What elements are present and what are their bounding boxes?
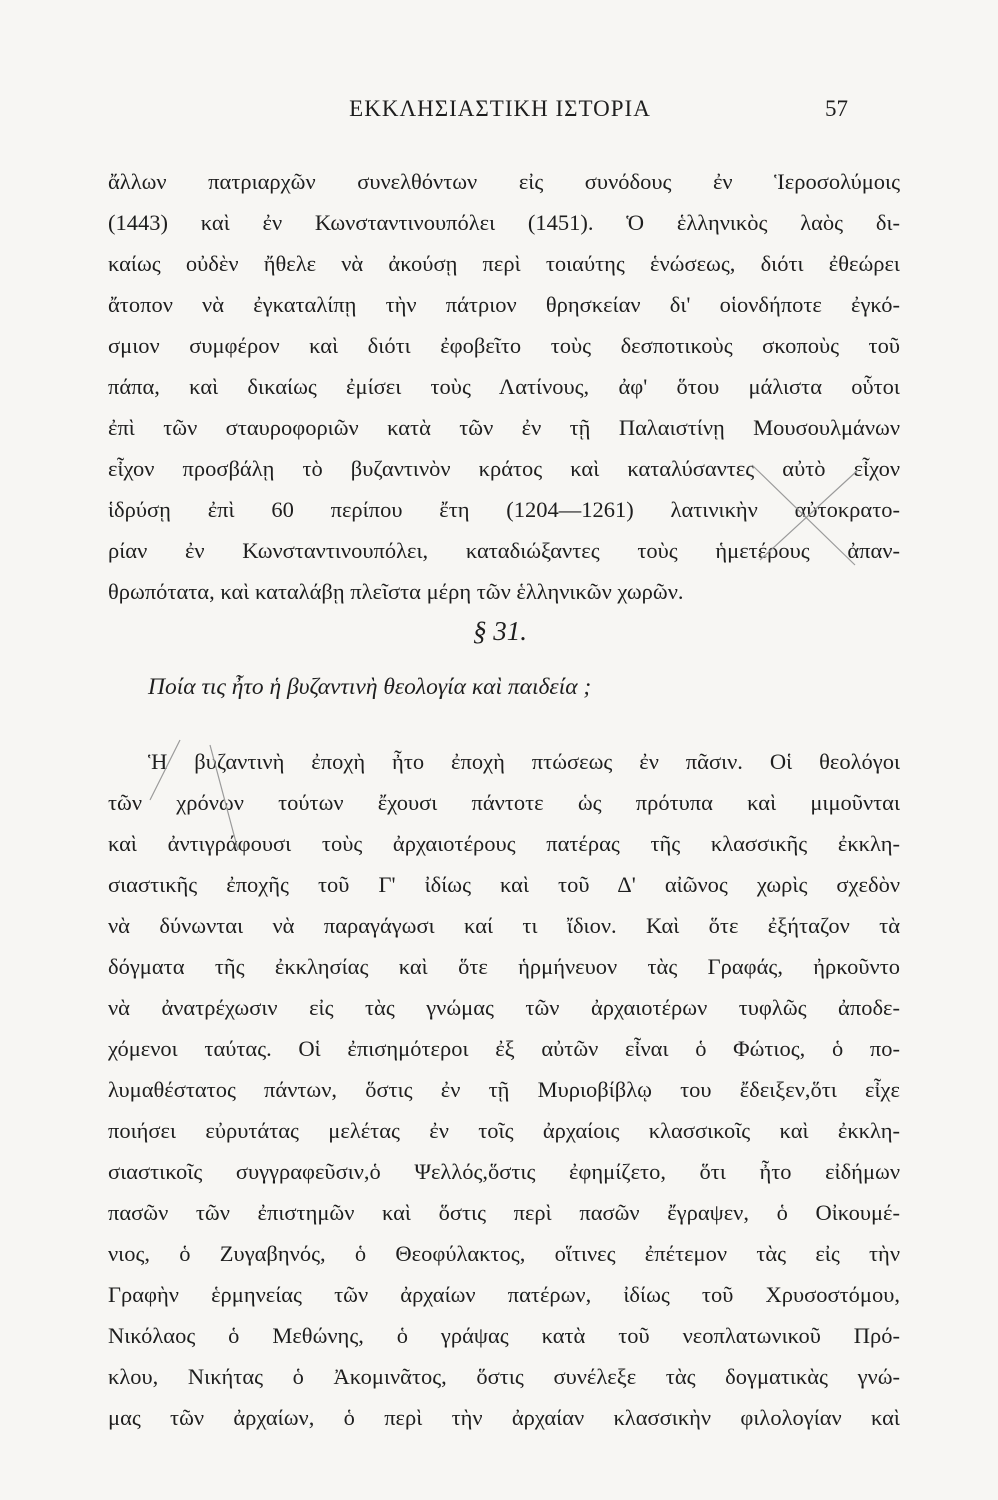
- text-line: Γραφὴν ἑρμηνείας τῶν ἀρχαίων πατέρων, ἰδίως τοῦ Χρυσοστόμου,: [108, 1282, 900, 1307]
- text-line: δόγματα τῆς ἐκκλησίας καὶ ὅτε ἡρμήνευον τὰς Γραφάς, ἠρκοῦντο: [108, 954, 900, 979]
- text-line: καίως οὐδὲν ἤθελε νὰ ἀκούσῃ περὶ τοιαύτης ἑνώσεως, διότι ἐθεώρει: [108, 251, 900, 276]
- text-line: πάπα, καὶ δικαίως ἐμίσει τοὺς Λατίνους, ἀφ' ὅτου μάλιστα οὗτοι: [108, 374, 900, 399]
- text-line: σιαστικοῖς συγγραφεῦσιν,ὁ Ψελλός,ὅστις ἐφημίζετο, ὅτι ἦτο εἰδήμων: [108, 1159, 900, 1184]
- section-number: § 31.: [473, 616, 527, 646]
- text-line: ἄτοπον νὰ ἐγκαταλίπῃ τὴν πάτριον θρησκείαν δι' οἱονδήποτε ἐγκό-: [108, 292, 900, 317]
- text-line: πασῶν τῶν ἐπιστημῶν καὶ ὅστις περὶ πασῶν ἔγραψεν, ὁ Οἰκουμέ-: [108, 1200, 900, 1225]
- text-line: χόμενοι ταύτας. Οἱ ἐπισημότεροι ἐξ αὐτῶν εἶναι ὁ Φώτιος, ὁ πο-: [108, 1036, 900, 1061]
- text-line: ἱδρύσῃ ἐπὶ 60 περίπου ἔτη (1204—1261) λατινικὴν αὐτοκρατο-: [108, 497, 900, 522]
- text-line: κλου, Νικήτας ὁ Ἀκομινᾶτος, ὅστις συνέλεξε τὰς δογματικὰς γνώ-: [108, 1364, 900, 1389]
- text-line: νὰ ἀνατρέχωσιν εἰς τὰς γνώμας τῶν ἀρχαιοτέρων τυφλῶς ἀποδε-: [108, 995, 900, 1020]
- running-head-title: ΕΚΚΛΗΣΙΑΣΤΙΚΗ ΙΣΤΟΡΙΑ: [349, 96, 651, 121]
- text-line: Ἡ βυζαντινὴ ἐποχὴ ἦτο ἐποχὴ πτώσεως ἐν πᾶσιν. Οἱ θεολόγοι: [148, 749, 900, 774]
- text-line: νιος, ὁ Ζυγαβηνός, ὁ Θεοφύλακτος, οἵτινες ἐπέτεμον τὰς εἰς τὴν: [108, 1241, 900, 1266]
- text-line: (1443) καὶ ἐν Κωνσταντινουπόλει (1451). Ὁ ἑλληνικὸς λαὸς δι-: [108, 210, 900, 235]
- text-line: Νικόλαος ὁ Μεθώνης, ὁ γράψας κατὰ τοῦ νεοπλατωνικοῦ Πρό-: [108, 1323, 900, 1348]
- text-line: ἐπὶ τῶν σταυροφοριῶν κατὰ τῶν ἐν τῇ Παλαιστίνῃ Μουσουλμάνων: [108, 415, 900, 440]
- text-line: νὰ δύνωνται νὰ παραγάγωσι καί τι ἴδιον. Καὶ ὅτε ἐξήταζον τὰ: [108, 913, 900, 938]
- text-line: μας τῶν ἀρχαίων, ὁ περὶ τὴν ἀρχαίαν κλασσικὴν φιλολογίαν καὶ: [108, 1405, 900, 1430]
- text-line: τῶν χρόνων τούτων ἔχουσι πάντοτε ὡς πρότυπα καὶ μιμοῦνται: [108, 790, 900, 815]
- text-line: ρίαν ἐν Κωνσταντινουπόλει, καταδιώξαντες τοὺς ἡμετέρους ἀπαν-: [108, 538, 900, 563]
- page-number: 57: [825, 96, 848, 121]
- text-line: ἄλλων πατριαρχῶν συνελθόντων εἰς συνόδους ἐν Ἱεροσολύμοις: [108, 169, 900, 194]
- text-line: θρωπότατα, καὶ καταλάβῃ πλεῖστα μέρη τῶν ἑλληνικῶν χωρῶν.: [108, 579, 684, 604]
- section-question: Ποία τις ἦτο ἡ βυζαντινὴ θεολογία καὶ παιδεία ;: [148, 674, 592, 700]
- text-line: σμιον συμφέρον καὶ διότι ἐφοβεῖτο τοὺς δεσποτικοὺς σκοποὺς τοῦ: [108, 333, 900, 358]
- text-line: καὶ ἀντιγράφουσι τοὺς ἀρχαιοτέρους πατέρας τῆς κλασσικῆς ἐκκλη-: [108, 831, 900, 856]
- text-line: εἶχον προσβάλῃ τὸ βυζαντινὸν κράτος καὶ καταλύσαντες αὐτὸ εἶχον: [108, 456, 900, 481]
- text-line: λυμαθέστατος πάντων, ὅστις ἐν τῇ Μυριοβίβλῳ του ἔδειξεν,ὅτι εἶχε: [108, 1077, 900, 1102]
- text-line: σιαστικῆς ἐποχῆς τοῦ Γ' ἰδίως καὶ τοῦ Δ' αἰῶνος χωρὶς σχεδὸν: [108, 872, 900, 897]
- text-line: ποιήσει εὐρυτάτας μελέτας ἐν τοῖς ἀρχαίοις κλασσικοῖς καὶ ἐκκλη-: [108, 1118, 900, 1143]
